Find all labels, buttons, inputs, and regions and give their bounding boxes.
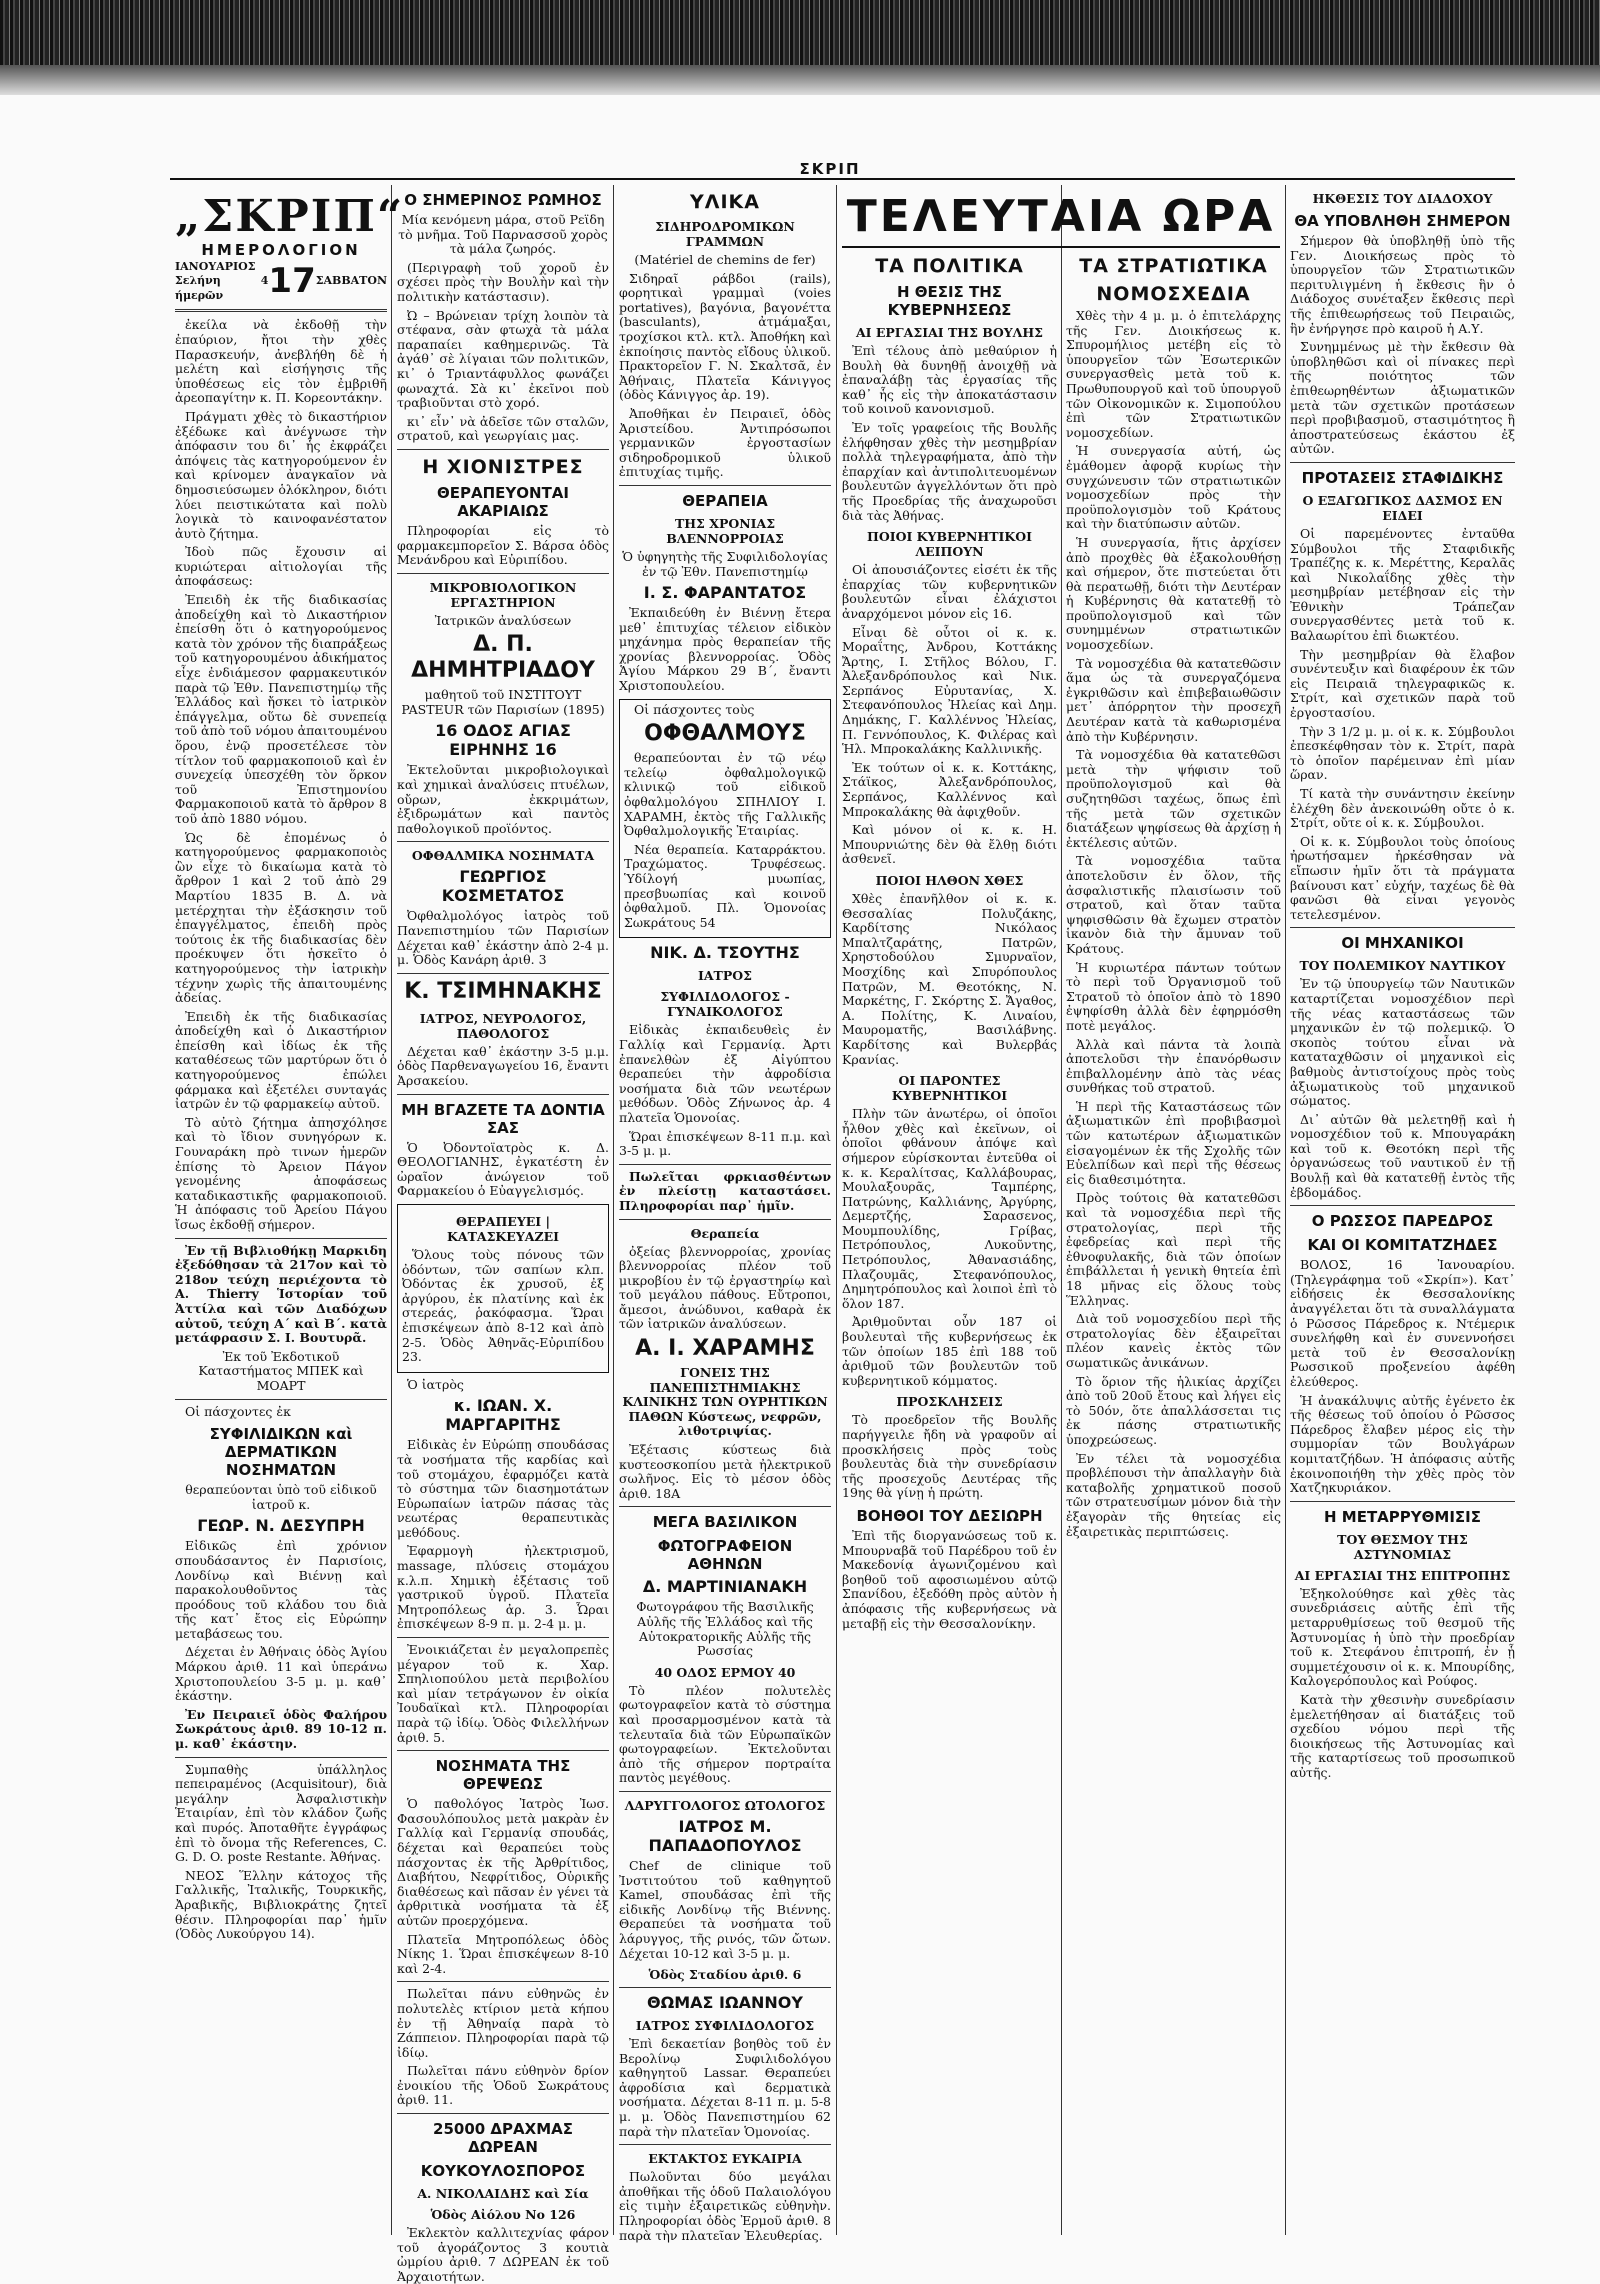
ad-name: Κ. ΤΣΙΜΗΝΑΚΗΣ [404, 978, 602, 1004]
ad-text: Πωλοῦνται δύο μεγάλαι ἀποθῆκαι τῆς ὁδοῦ Παλαιολόγου εἰς τιμὴν ἐξαιρετικῶς εὐθηνὴν. Πληροφορίαι ὁδὸς Ἐρμοῦ ἀριθ. 8 παρὰ τὴν πλατεῖαν Ἐλευθερίας. [619, 2169, 831, 2243]
article-paragraph: ΒΟΛΟΣ, 16 Ἰανουαρίου. (Τηλεγράφημα τοῦ «Σκρίπ»). Κατ᾿ εἰδήσεις ἐκ Θεσσαλονίκης ἀναγγέλεται ὅτι τὰ συναλλάγματα ὁ Ρῶσσος Πάρεδρος κ. Ντέμερικ συνελήφθη καὶ ἐν συνεννοήσει μετὰ τοῦ ἐν Θεσσαλονίκῃ Ρωσσικοῦ προξενείου ἀφέθη ἐλεύθερος. [1290, 1257, 1515, 1389]
article-paragraph: Πλὴν τῶν ἀνωτέρω, οἱ ὁποῖοι ἦλθον χθὲς καὶ ἐκεῖνων, οἱ ὁποῖοι φθάνουν ἀπόψε καὶ σήμερον εὑρίσκονται ἐντεῦθα οἱ κ. κ. Κεραλίτσας, Καλλάβουρας, Μουλαξουρᾶς, Ταμπέρης, Πατρώνης, Καλλιάνης, Ἀργύρης, Δεμερτζής, Σαρασενος, Μουμπουλίδης, Γρίβας, Πετρόπουλος, Λυκοῦντης, Πετρόπουλος, Ἀθανασιάδης, Πλαζουμᾶς, Στεφανόπουλος, Δημητρόπουλος καὶ λοιποὶ ἐπὶ τὸ ὅλον 187. [842, 1106, 1057, 1311]
classified-notice: Πωλεῖται πάνυ εὐθηνὸν δρίον ἐνοικίου τῆς Ὁδοῦ Σωκράτους ἀριθ. 11. [397, 2063, 609, 2108]
ad-name: Ι. Σ. ΦΑΡΑΝΤΑΤΟΣ [643, 583, 807, 603]
ad-text: Ἐφαρμογὴ ἠλεκτρισμοῦ, massage, πλύσεις στομάχου κ.λ.π. Χημικὴ ἐξέτασις τοῦ γαστρικοῦ ὑγροῦ. Πλατεῖα Μητροπόλεως ἀρ. 3. Ὧραι ἐπισκέψεων 8-9 π. μ. 2-4 μ. μ. [397, 1543, 609, 1632]
ad-heading: ΜΙΚΡΟΒΙΟΛΟΓΙΚΟΝ ΕΡΓΑΣΤΗΡΙΟΝ [429, 579, 577, 610]
divider [619, 1164, 831, 1165]
ad-subheading: ΙΑΤΡΟΣ, ΝΕΥΡΟΛΟΓΟΣ, ΠΑΘΟΛΟΓΟΣ [419, 1010, 587, 1041]
ad-text: Πλατεῖα Μητροπόλεως ὁδὸς Νίκης 1. Ὥραι ἐπισκέψεων 8-10 καὶ 2-4. [397, 1931, 609, 1976]
article-paragraph: Ἐν τῷ ὑπουργείῳ τῶν Ναυτικῶν καταρτίζεται νομοσχέδιον περὶ τῆς νέας καταστάσεως τῶν μηχανικῶν ἐν τῷ πολεμικῷ. Ὁ σκοπὸς τούτου εἶναι νὰ καταταχθῶσιν οἱ μηχανικοὶ εἰς βαθμοὺς ἀντιστοίχους πρὸς τοὺς ἀξιωματικοὺς τοῦ μηχανικοῦ σώματος. [1290, 976, 1515, 1109]
ad-name: κ. ΙΩΑΝ. Χ. ΜΑΡΓΑΡΙΤΗΣ [445, 1396, 561, 1435]
article-paragraph: Οἱ ἀπουσιάζοντες εἰσέτι ἐκ τῆς ἐπαρχίας τῶν κυβερνητικῶν βουλευτῶν εἶναι ἐλάχιστοι ἀναρχόμενοι μόνον εἰς 16. [842, 562, 1057, 621]
section-heading: ΤΑ ΣΤΡΑΤΙΩΤΙΚΑ [1079, 255, 1268, 277]
book-publisher: Ἐκ τοῦ Ἐκδοτικοῦ Καταστήματος ΜΠΕΚ καὶ ΜΟΑΡΤ [198, 1348, 364, 1393]
ad-subheading: (Matériel de chemins de fer) [634, 252, 816, 267]
ad-name: Δ. ΜΑΡΤΙΝΙΑΝΑΚΗ [642, 1577, 808, 1597]
ad-text: θεραπεύονται ἐν τῷ νέῳ τελείῳ ὀφθαλμολογικῷ κλινικῷ τοῦ εἰδικοῦ ὀφθαλμολόγου ΣΠΗΛΙΟΥ Ι. ΧΑΡΑΜΗ, ἐκτὸς τῆς Γαλλικῆς Ὀφθαλμολογικῆς Ἑταιρίας. [624, 750, 826, 839]
divider [397, 1094, 609, 1095]
article-paragraph: Διὰ τοῦ νομοσχεδίου περὶ τῆς στρατολογίας δὲν ἐξαιρεῖται πλέον κανεὶς ἐκτὸς τῶν σωματικῶς ἀνικάνων. [1066, 1311, 1281, 1370]
divider [619, 485, 831, 486]
ad-heading: ΦΩΤΟΓΡΑΦΕΙΟΝ ΑΘΗΝΩΝ [657, 1537, 793, 1574]
article-subheading: ΑΙ ΕΡΓΑΣΙΑΙ ΤΗΣ ΕΠΙΤΡΟΠΗΣ [1294, 1567, 1511, 1583]
article-paragraph: Ἀλλὰ καὶ πάντα τὰ λοιπὰ ἀποτελοῦσι τὴν ἐπανόρθωσιν ἐπιβαλλομένην ἀπὸ τὰς νέας συνθήκας τοῦ στρατοῦ. [1066, 1036, 1281, 1096]
article-subheading: ΤΟΥ ΘΕΣΜΟΥ ΤΗΣ ΑΣΤΥΝΟΜΙΑΣ [1337, 1531, 1468, 1562]
divider [1290, 1501, 1515, 1502]
ad-text: ΓΟΝΕΙΣ ΤΗΣ ΠΑΝΕΠΙΣΤΗΜΙΑΚΗΣ ΚΛΙΝΙΚΗΣ ΤΩΝ ΟΥΡΗΤΙΚΩΝ ΠΑΘΩΝ Κύστεως, νεφρῶν, λιθοτριψίας. [622, 1365, 828, 1439]
article-subheading: ΑΙ ΕΡΓΑΣΙΑΙ ΤΗΣ ΒΟΥΛΗΣ [855, 325, 1043, 340]
divider [619, 1791, 831, 1792]
article-subheading: Ο ΕΞΑΓΩΓΙΚΟΣ ΔΑΣΜΟΣ ΕΝ ΕΙΔΕΙ [1302, 492, 1503, 523]
ad-heading: Η ΧΙΟΝΙΣΤΡΕΣ [422, 455, 584, 478]
moon-phase: Σελήνη 4 ήμερῶν [175, 274, 269, 302]
ad-text: Ὀφθαλμολόγος ἰατρὸς τοῦ Πανεπιστημίου τῶν Παρισίων Δέχεται καθ᾿ ἑκάστην ἀπὸ 2-4 μ. μ. Ὁδὸς Κανάρη ἀριθ. 3 [397, 908, 609, 968]
ad-name: ΙΑΤΡΟΣ Μ. ΠΑΠΑΔΟΠΟΥΛΟΣ [648, 1816, 802, 1855]
ad-subheading: ΘΕΡΑΠΕΥΟΝΤΑΙ ΑΚΑΡΙΑΙΩΣ [437, 483, 569, 520]
article-paragraph: Οἱ παρεμένοντες ἐνταῦθα Σύμβουλοι τῆς Σταφιδικῆς Τραπέζης κ. κ. Μερέττης, Κεραλᾶς καὶ Νικολαΐδης χθὲς τὴν μεσημβρίαν μετέβησαν εἰς τὴν Ἐθνικὴν Τράπεζαν συνεργασθέντες μετὰ τοῦ κ. Βαλαωρίτου ἐπὶ διωκτέου. [1290, 525, 1515, 644]
divider [397, 1750, 609, 1751]
article-subheading: ΠΟΙΟΙ ΚΥΒΕΡΝΗΤΙΚΟΙ ΛΕΙΠΟΥΝ [867, 529, 1032, 560]
article-paragraph: Ἡ ἀνακάλυψις αὐτῆς ἐγένετο ἐκ τῆς θέσεως τοῦ ὁποίου ὁ Ρῶσσος Πάρεδρος ἔλαβεν μέρος εἰς τὴν συμμορίαν τῶν Βουλγάρων κομιτατζήδων. Ἡ ἀπόφασις αὐτῆς ἐκοινοποιήθη τὴν χθὲς πρὸς τὸν Χατζηκυριάκον. [1290, 1392, 1515, 1496]
article-paragraph: Κατὰ τὴν χθεσινὴν συνεδρίασιν ἐμελετήθησαν αἱ διατάξεις τοῦ σχεδίου νόμου περὶ τῆς διοικήσεως τῆς Ἀστυνομίας καὶ τῆς καταρτίσεως τοῦ προσωπικοῦ αὐτῆς. [1290, 1691, 1515, 1780]
ad-heading: ΝΟΣΗΜΑΤΑ ΤΗΣ ΘΡΕΨΕΩΣ [435, 1757, 571, 1794]
ad-text: Ἐκλεκτὸν καλλιτεχνίας φάρον τοῦ ἀγοράζοντος 3 κουτιὰ ὠμρίου ἀριθ. 7 ΔΩΡΕΑΝ ἐκ τοῦ Ἀρχαιοτήτων. [397, 2225, 609, 2284]
article-paragraph: Τὰ νομοσχέδια ταῦτα ἀποτελοῦσιν ἐν ὅλον, τῆς ἀσφαλιστικῆς πλαισίωσιν τοῦ στρατοῦ, καὶ ὅταν ταῦτα ψηφισθῶσιν θὰ ἔχωμεν στρατὸν ἱκανὸν διὰ τὴν ἄμυναν τοῦ Κράτους. [1066, 853, 1281, 956]
ad-address: Ὁδὸς Σταδίου ἀριθ. 6 [648, 1967, 802, 1983]
classified-notice: Συμπαθὴς ὑπάλληλος πεπειραμένος (Acquisitour), διὰ μεγάλην Ἀσφαλιστικὴν Ἑταιρίαν, ἐπὶ τὸν κλάδον ζωῆς καὶ πυρός. Ἀποταθῆτε ἐγγράφως ἐπὶ τὸ ὄνομα τῆς References, C. G. D. O. poste Restante. Ἀθήνας. [175, 1761, 387, 1865]
article-paragraph: Τὴν μεσημβρίαν θὰ ἔλαβον συνέντευξιν καὶ διαφέρουν ἐκ τῶν εἰς Πειραιᾶ τηλεγραφικῶς κ. Στρίτ, καὶ σχετικῶν παρὰ τοῦ ἐργοστασίου. [1290, 646, 1515, 721]
article-paragraph: Ἐξηκολούθησε καὶ χθὲς τὰς συνεδριάσεις αὐτῆς ἐπὶ τῆς μεταρρυθμίσεως τοῦ θεσμοῦ τῆς Ἀστυνομίας ἡ ὑπὸ τὴν προεδρίαν τοῦ κ. Στεφάνου ἐπιτροπή, ἐν ᾗ συμμετέχουσιν οἱ κ. κ. Μπουρίδης, Καλογερόπουλος καὶ Ρούφος. [1290, 1585, 1515, 1689]
article-subheading: ΠΡΟΣΚΛΗΣΕΙΣ [896, 1394, 1003, 1410]
classified-notice: ΝΕΟΣ Ἕλλην κάτοχος τῆς Γαλλικῆς, Ἰταλικῆς, Τουρκικῆς, Ἀραβικῆς, Βιβλιοκράτης ζητεῖ θέσιν. Πληροφορίαι παρ᾿ ἡμῖν (Ὁδὸς Λυκούργου 14). [175, 1867, 387, 1942]
ad-text: Ὁ ὑφηγητὴς τῆς Συφιλιδολογίας ἐν τῷ Ἐθν. Πανεπιστημίῳ [622, 548, 828, 579]
ad-heading: ΣΥΦΙΛΙΔΙΚΩΝ καὶ ΔΕΡΜΑΤΙΚΩΝ ΝΟΣΗΜΑΤΩΝ [209, 1425, 353, 1480]
ad-text: Εἰδικὰς ἐν Εὐρώπῃ σπουδάσας τὰ νοσήματα τῆς καρδίας καὶ τοῦ στομάχου, ἐφαρμόζει κατὰ τὸ σύστημα τῶν διασημοτάτων Εὐρωπαίων ἰατρῶν πάσας τὰς νεωτέρας θεραπευτικὰς μεθόδους. [397, 1437, 609, 1540]
ad-heading: ΜΕΓΑ ΒΑΣΙΛΙΚΟΝ [652, 1513, 798, 1532]
article-subheading: ΟΙ ΠΑΡΟΝΤΕΣ ΚΥΒΕΡΝΗΤΙΚΟΙ [891, 1073, 1008, 1104]
ad-heading: 25000 ΔΡΑΧΜΑΣ ΔΩΡΕΑΝ [433, 2120, 573, 2157]
ad-text: Ἐξέτασις κύστεως διὰ κυστεοσκοπίου μετὰ ἠλεκτρικοῦ σωλῆνος. Εἰς τὸ μέσον ὁδὸς ἀριθ. 18Α [619, 1442, 831, 1501]
column-divider [1061, 185, 1062, 2235]
divider [1290, 1205, 1515, 1206]
ad-heading: Θεραπεία [690, 1225, 760, 1241]
article-paragraph: Ἐπὶ τέλους ἀπὸ μεθαύριον ἡ Βουλὴ θὰ δυνηθῇ ἀνοιχθῇ νὰ ἐπαναλάβῃ τὰς ἐργασίας τῆς καθ᾿ ἧς εἰς τὴν ἀποκατάστασιν τοῦ κοινοῦ κανονισμοῦ. [842, 343, 1057, 417]
article-subheading: ΤΟΥ ΠΟΛΕΜΙΚΟΥ ΝΑΥΤΙΚΟΥ [1299, 958, 1506, 974]
divider [397, 973, 609, 974]
divider [619, 1987, 831, 1988]
column-3 [619, 185, 831, 2243]
classified-notice: Πωλεῖται φρκιασθέντων ἐν πλείστῃ καταστάσει. Πληροφορίαι παρ᾿ ἡμῖν. [619, 1168, 831, 1213]
ad-subheading: ΘΕΡΑΠΕΥΕΙ | ΚΑΤΑΣΚΕΥΑΖΕΙ [447, 1213, 559, 1244]
ad-name: ΝΙΚ. Δ. ΤΣΟΥΤΗΣ [650, 943, 800, 963]
ad-subheading: ΤΗΣ ΧΡΟΝΙΑΣ ΒΛΕΝΝΟΡΡΟΙΑΣ [666, 515, 784, 546]
article-paragraph: Χθὲς ἐπανῆλθον οἱ κ. κ. Θεσσαλίας Πολυζάκης, Καρδίτσης Νικόλαος Μπαλτζαράτης, Πατρῶν, Χρηστοδούλου Σμυρναϊον, Μοσχίδης καὶ Σπυρόπουλος Πατρῶν, Μ. Θεοτόκης, Ν. Μαρκέτης, Γ. Σκόρτης Σ. Ἄγαθος, Α. Πολίτης, Κ. Λιναίου, Μαυροματῆς, Βασιλάβνης. Καρδίτσης καὶ Βυλερβάς Κρανίας. [842, 891, 1057, 1067]
ad-heading: ΚΟΥΚΟΥΛΟΣΠΟΡΟΣ [420, 2162, 586, 2181]
article-paragraph: Ἐπειδὴ ἐκ τῆς διαδικασίας ἀποδείχθη καὶ τὸ Δικαστήριον ἐπείσθη ὅτι ὁ κατηγορούμενος κατὰ τὸν χρόνον τῆς διαπράξεως τοῦ κατηγορουμένου ἀδικήματος εἶχε ἐνδιάμεσον φαρμακευτικόν παρὰ τῷ Ἐθν. Πανεπιστημίῳ τῆς Ἑλλάδος καὶ ἤσκει τὸ ἰατρικὸν ἐπάγγελμα, οὕτω δὲ συνεπείᾳ τοῦ ἀπὸ τοῦ νόμου ἀπαιτουμένου ὅρου, ἐνῷ προσετέλεσε τὸν τίτλον τοῦ φαρμακοποιοῦ καὶ ἐν συνεχείᾳ ὑπεσχέθη τὸν ὅρκον τοῦ Ἐπιστημονίου Φαρμακοποιοῦ κατὰ τὸ ἄρθρον 8 τοῦ ἀπὸ 1880 νόμου. [175, 592, 387, 826]
article-paragraph: Τί κατὰ τὴν συνάντησιν ἐκείνην ἐλέχθη δὲν ἀνεκοινώθη οὔτε ὁ κ. Στρίτ, οὔτε οἱ κ. κ. Σύμβουλοι. [1290, 786, 1515, 831]
article-paragraph: Ἰδοὺ πῶς ἔχουσιν αἱ κυριώτεραι αἰτιολογίαι τῆς ἀποφάσεως: [175, 544, 387, 589]
article-paragraph: Ἡ περὶ τῆς Καταστάσεως τῶν ἀξιωματικῶν ἐπὶ προβιβασμοὶ τῶν κατωτέρων ἀξιωματικῶν εἰσαγομένων ἐκ τῆς Σχολῆς τῶν Εὐελπίδων καὶ περὶ τῆς θέσεως εἰς διαθεσιμότητα. [1066, 1098, 1281, 1187]
column-5 [1066, 185, 1281, 2235]
section-heading: ΤΑ ΠΟΛΙΤΙΚΑ [875, 255, 1024, 277]
dateline [175, 260, 387, 304]
divider [397, 573, 609, 574]
article-paragraph: Τὸ προεδρεῖον τῆς Βουλῆς παρήγγειλε ἤδη νὰ γραφοῦν αἱ προσκλήσεις πρὸς τοὺς βουλευτὰς διὰ τὴν συνεδρίασιν τῆς προσεχοῦς Δευτέρας τῆς 19ης θὰ γίνῃ ἡ πρώτη. [842, 1412, 1057, 1501]
article-paragraph: Συνημμένως μὲ τὴν ἔκθεσιν θὰ ὑποβληθῶσι καὶ οἱ πίνακες περὶ τῆς ποιότητος τῶν ἐπιθεωρηθέντων ἀξιωματικῶν μετὰ τῶν σχετικῶν προτάσεων περὶ προβιβασμοῦ, στασιμότητος ἢ ἀποστρατεύσεως ἑκάστου ἐξ αὐτῶν. [1290, 339, 1515, 457]
ad-intro: Ὁ ἰατρὸς [407, 1376, 464, 1392]
ad-subheading: ΙΑΤΡΟΣ ΣΥΦΙΛΙΔΟΛΟΓΟΣ [635, 2018, 815, 2034]
ad-text: Ἐκπαιδεύθη ἐν Βιέννῃ ἔτερα μεθ᾿ ἐπιτυχίας τέλειον εἰδικὸν μηχάνημα πρὸς θεραπείαν τῆς χρονίας βλεννορροίας. Ὁδὸς Ἁγίου Μάρκου 29 Β΄, ἔναντι Χριστοπουλείου. [619, 605, 831, 694]
classified-notice: Ἐνοικιάζεται ἐν μεγαλοπρεπὲς μέγαρον τοῦ κ. Χαρ. Σπηλιοπούλου μετὰ περιβολίου καὶ μίαν τετράγωνον ἐν οἰκία Ἰουδαϊκαὶ κτλ. Πληροφορίαι παρὰ τῷ ἰδίῳ. Ὁδὸς Φιλελλήνων ἀριθ. 5. [397, 1642, 609, 1745]
article-paragraph: Πρὸς τούτοις θὰ κατατεθῶσι καὶ τὰ νομοσχέδια περὶ τῆς στρατολογίας, περὶ τῆς ἐφεδρείας καὶ περὶ τῆς ἐθνοφυλακῆς, διὰ τῶν ὁποίων ἐπιβάλλεται ἡ γενικὴ θητεία ἐπὶ 18 μῆνας εἰς ὅλους τοὺς Ἕλληνας. [1066, 1190, 1281, 1308]
divider [1290, 927, 1515, 928]
divider [619, 1506, 831, 1507]
ad-intro: Οἱ πάσχοντες τοὺς [634, 701, 755, 717]
verse-note: (Περιγραφὴ τοῦ χοροῦ ἐν σχέσει πρὸς τὴν Βουλὴν καὶ τὴν πολιτικὴν κατάστασιν). [397, 259, 609, 304]
article-heading: Η ΜΕΤΑΡΡΥΘΜΙΣΙΣ [1324, 1507, 1481, 1526]
ad-text: Chef de clinique τοῦ Ἰνστιτούτου τοῦ καθηγητοῦ Kamel, σπουδάσας ἐπὶ τῆς εἰδικῆς Λονδίνῳ τῆς Βιέννης. Θεραπεύει τὰ νοσήματα τοῦ λάρυγγος, τῆς ρινός, τῶν ὤτων. Δέχεται 10-12 καὶ 3-5 μ. μ. [619, 1857, 831, 1961]
article-paragraph: Τὰ νομοσχέδια θὰ κατατεθῶσιν ἅμα ὡς τὰ συνεργαζόμενα ἐγκριθῶσιν καὶ ἐπιβεβαιωθῶσιν μετ᾿ ἀπόρρητον τὴν προσεχῆ Δευτέραν κατὰ τὰ καθωρισμένα ἀπὸ τὴν Κυβέρνησιν. [1066, 655, 1281, 744]
article-paragraph: Τὸ αὐτὸ ζήτημα ἀπησχόλησε καὶ τὸ ἴδιον συνηγόρων κ. Γουναράκη πρὸ τινων ἡμερῶν ἐπίσης τὸ Ἀρειον Πάγον γενομένης ἀποφάσεως καταδικαστικῆς φαρμακοποιοῦ. Ἡ ἀπόφασις τοῦ Ἀρείου Πάγου ἴσως ἐκδοθῇ σήμερον. [175, 1114, 387, 1232]
classified-notice: Πωλεῖται πάνυ εὐθηνῶς ἐν πολυτελὲς κτίριον μετὰ κήπου ἐν τῇ Ἀθηναίᾳ παρὰ τὸ Ζάππειον. Πληροφορίαι παρὰ τῷ ἰδίῳ. [397, 1986, 609, 2060]
ad-text: Ἀποθῆκαι ἐν Πειραιεῖ, ὁδὸς Ἀριστείδου. Ἀντιπρόσωποι γερμανικῶν ἐργοστασίων σιδηροδρομικοῦ ὑλικοῦ ἐπιτυχίας τιμῆς. [619, 405, 831, 480]
divider [397, 2113, 609, 2114]
verse: Ὠ – Βρώνειαν τρίχη λοιπὸν τὰ στέφανα, σὰν φτωχὰ τὰ μάλα παραπαίει καθημερινῶς. Τὰ ἀγάθ᾿ σὲ λίγαιαι τῶν πολιτικῶν, κι᾿ ὁ Τριαντάφυλλος φωνάζει φωναχτά. Σὰ κι᾿ ἐκεῖνοι ποὺ τραβιοῦνται στὸ χορό. [397, 307, 609, 411]
column-6 [1290, 185, 1515, 2235]
article-heading: ΗΚΘΕΣΙΣ ΤΟΥ ΔΙΑΔΟΧΟΥ [1312, 191, 1493, 206]
article-paragraph: Σήμερον θὰ ὑποβληθῇ ὑπὸ τῆς Γεν. Διοικήσεως πρὸς τὸ ὑπουργεῖον τῶν Στρατιωτικῶν περιτυλιγμένη ἡ ἔκθεσις ἣν ὁ Διάδοχος συνέταξεν ἔκθεσις περὶ τῆς ἐπιθεωρήσεως τοῦ Πειραιῶς, ἣν ἐνήργησε πρὸ καιροῦ ἡ Α.Υ. [1290, 233, 1515, 336]
article-paragraph: Τὸ ὅριον τῆς ἡλικίας ἀρχίζει ἀπὸ τοῦ 20οῦ ἔτους καὶ λήγει εἰς τὸ 50όν, ὅτε ἀπαλλάσσεται τις ἐκ πάσης στρατιωτικῆς ὑποχρεώσεως. [1066, 1373, 1281, 1447]
ad-address: 16 ΟΔΟΣ ΑΓΙΑΣ ΕΙΡΗΝΗΣ 16 [435, 721, 571, 760]
ad-heading: ΥΛΙΚΑ [690, 191, 760, 213]
ad-box [397, 1204, 609, 1373]
article-paragraph: Χθὲς τὴν 4 μ. μ. ὁ ἐπιτελάρχης τῆς Γεν. Διοικήσεως κ. Σπυρομήλιος μετέβη εἰς τὸ ὑπουργεῖον τῶν Ἐσωτερικῶν συνεργασθεὶς μετὰ τοῦ κ. Πρωθυπουργοῦ καὶ τοῦ ὑπουργοῦ τῶν Οἰκονομικῶν κ. Σιμοπούλου ἐπὶ τῶν Στρατιωτικῶν νομοσχεδίων. [1066, 308, 1281, 440]
article-paragraph: Ἀριθμοῦνται οὖν 187 οἱ βουλευταὶ τῆς κυβερνήσεως ἐκ τῶν ὁποίων 185 ἐπὶ 188 τοῦ ἀριθμοῦ τῶν βουλευτῶν τοῦ κυβερνητικοῦ κόμματος. [842, 1314, 1057, 1388]
article-paragraph: Ἡ συνεργασία αὐτή, ὡς ἐμάθομεν ἀφορᾷ κυρίως τὴν συγχώνευσιν τῶν στρατιωτικῶν νομοσχεδίων πρὸς τὴν προϋπολογισμὸν τοῦ Κράτους καὶ τὴν διατύπωσιν αὐτῶν. [1066, 443, 1281, 532]
day-number: 17 [268, 261, 316, 302]
article-paragraph: Ἡ συνεργασία, ἥτις ἀρχίσεν ἀπὸ προχθὲς θὰ ἐξακολουθήσῃ καὶ σήμερον, ὅτε πιστεύεται ὅτι θὰ περατωθῇ, διότι τὴν Δευτέραν ἡ Κυβέρνησις θὰ κατατεθῇ τὸ προϋπολογισμοῦ καὶ τῶν συνημμένων στρατιωτικῶν νομοσχεδίων. [1066, 534, 1281, 653]
article-paragraph: Τὰ νομοσχέδια θὰ κατατεθῶσι μετὰ τὴν ψήφισιν τοῦ προϋπολογισμοῦ καὶ θὰ συζητηθῶσι ταχέως, ὅπως ἐπὶ τῆς μετὰ τῶν σχετικῶν διατάξεων ψηφίσεως θὰ ἀρχίσῃ ἡ ἐκτέλεσις αὐτῶν. [1066, 747, 1281, 850]
ad-heading: ΟΦΘΑΛΜΟΥΣ [644, 721, 806, 747]
article-subheading: ΠΟΙΟΙ ΗΛΘΟΝ ΧΘΕΣ [875, 873, 1024, 888]
divider [175, 1238, 387, 1239]
ad-text: Πληροφορίαι εἰς τὸ φαρμακεμπορεῖον Σ. Βάρσα ὁδὸς Μενάνδρου καὶ Εὐριπίδου. [397, 522, 609, 568]
article-paragraph: Δι᾿ αὐτῶν θὰ μελετηθῇ καὶ ἡ νομοσχέδιον τοῦ κ. Μπουγαράκη καὶ τοῦ κ. Θεοτόκη περὶ τῆς ὀργανώσεως τοῦ ναυτικοῦ ἐν τῇ Βουλῇ καὶ θὰ κατατεθῇ ἐντὸς τῆς ἐβδομάδος. [1290, 1111, 1515, 1200]
article-heading: ΠΡΟΤΑΣΕΙΣ ΣΤΑΦΙΔΙΚΗΣ [1301, 468, 1504, 487]
running-head: ΣΚΡΙΠ [799, 160, 861, 178]
ad-text: Τὸ πλέον πολυτελὲς φωτογραφεῖον κατὰ τὸ σύστημα καὶ προσαρμοσμένον κατὰ τὰ τελευταῖα διὰ τῶν Εὐρωπαϊκῶν φωτογραφείων. Ἐκτελοῦνται ἀπὸ τῆς σήμερον πορτραίτα παντὸς μεγέθους. [619, 1682, 831, 1786]
ad-subheading: Ἰατρικῶν ἀναλύσεων [434, 612, 572, 628]
article-heading: ΚΑΙ ΟΙ ΚΟΜΙΤΑΤΖΗΔΕΣ [1307, 1236, 1498, 1255]
ad-name: ΘΩΜΑΣ ΙΩΑΝΝΟΥ [647, 1993, 803, 2013]
ad-text: ὀξείας βλεννορροίας, χρονίας βλεννορροίας πλέον τοῦ μικροβίου ἐν τῷ ἐργαστηρίῳ καὶ τοῦ μεγάλου πάθους. Εὔτροποι, ἄμεσοι, ἀνώδυνοι, καθαρὰ ἐκ τῶν ἰατρικῶν ἀναλύσεων. [619, 1243, 831, 1332]
ad-address: Ὁδὸς Αἰόλου Νο 126 [430, 2207, 576, 2223]
ad-name: Δ. Π. ΔΗΜΗΤΡΙΑΔΟΥ [411, 632, 595, 684]
ad-box [619, 699, 831, 939]
column-divider [613, 185, 614, 2235]
masthead-title: „ΣΚΡΙΠ“ [175, 191, 405, 242]
divider [397, 1981, 609, 1982]
article-paragraph: Πράγματι χθὲς τὸ δικαστήριον ἐξέδωκε καὶ ἀνέγνωσε τὴν ἀπόφασιν του δι᾿ ἧς ἐκφράζει ἀπόψεις τὰς κατηγορούμενον ἐν καὶ κρίνομεν ἀναγκαῖον νὰ δημοσιεύσωμεν ὁλόκληρον, διότι λύει πειστικώτατα καὶ πολὺ λογικὰ τὸ καινοφανέστατον ἀυτὸ ζήτημα. [175, 408, 387, 541]
ad-heading: ΟΦΘΑΛΜΙΚΑ ΝΟΣΗΜΑΤΑ [411, 848, 595, 864]
divider [397, 841, 609, 842]
ad-text: Ὥραι ἐπισκέψεων 8-11 π.μ. καὶ 3-5 μ. μ. [619, 1128, 831, 1159]
ad-text: Σιδηραῖ ράβδοι (rails), φορητικαὶ γραμμαὶ (voies portatives), βαγόνια, βαγονέττα (basculants), ἀτμάμαξαι, τροχίσκοι κτλ. κτλ. Ἀποθήκη καὶ ἐκποίησις παντὸς εἴδους ὑλικοῦ. Πρακτορεῖον Γ. Ν. Σκαλτσᾶ, ἐν Ἀθήναις, Πλατεῖα Κάνιγγος (ὁδὸς Κάνιγγος ἀρ. 19). [619, 270, 831, 403]
divider [397, 449, 609, 450]
divider [619, 1219, 831, 1220]
ad-text: Ἐπὶ δεκαετίαν βοηθὸς τοῦ ἐν Βερολίνῳ Συφιλιδολόγου καθηγητοῦ Lassar. Θεραπεύει ἀφροδίσια καὶ δερματικὰ νοσήματα. Δέχεται 8-11 π. μ. 5-8 μ. μ. Ὁδὸς Πανεπιστημίου 62 παρὰ τὴν πλατεῖαν Ὁμονοίας. [619, 2036, 831, 2139]
ad-text: Δέχεται ἐν Ἀθήναις ὁδὸς Ἁγίου Μάρκου ἀριθ. 11 καὶ ὑπεράνω Χριστοπουλείου 3-5 μ. μ. καθ᾿ ἑκάστην. [175, 1644, 387, 1704]
header-rule [170, 178, 1515, 180]
ad-text: μαθητοῦ τοῦ ΙΝΣΤΙΤΟΥΤ PASTEUR τῶν Παρισίων (1895) [401, 687, 605, 717]
article-heading: ΟΙ ΜΗΧΑΝΙΚΟΙ [1341, 934, 1464, 953]
ad-subheading: ΣΙΔΗΡΟΔΡΟΜΙΚΩΝ ΓΡΑΜΜΩΝ [655, 219, 795, 249]
article-paragraph: Τὴν 3 1/2 μ. μ. οἱ κ. κ. Σύμβουλοι ἐπεσκέφθησαν τὸν κ. Στρίτ, παρὰ τὸ ὁποῖον παρέμειναν ἐπὶ μίαν ὥραν. [1290, 723, 1515, 783]
divider [175, 1399, 387, 1400]
article-paragraph: Ἐκ τούτων οἱ κ. κ. Κοττάκης, Στάϊκος, Ἀλεξανδρόπουλος, Σερπάνος, Καλλέννος καὶ Μπροκαλάκης θὰ ἀφιχθοῦν. [842, 759, 1057, 819]
article-heading: ΒΟΗΘΟΙ ΤΟΥ ΔΕΣΙΩΡΗ [856, 1506, 1043, 1525]
column-4 [842, 185, 1057, 2235]
book-notice: Ἐν τῇ Βιβλιοθήκῃ Μαρκιδη ἐξεδόθησαν τὰ 217ον καὶ τὸ 218ον τεύχη περιέχοντα τὸ A. Thierry Ἱστορίαν τοῦ Ἀττίλα καὶ τῶν Διαδόχων αὐτοῦ, τεύχη Α΄ καὶ Β΄. κατὰ μετάφρασιν Σ. Ι. Βουτυρᾶ. [175, 1242, 387, 1346]
article-paragraph: Ἡ κυριωτέρα πάντων τούτων τὸ περὶ τοῦ Ὀργανισμοῦ τοῦ Στρατοῦ τὸ ὁποῖον ἀπὸ τὸ 1890 ἐψηφίσθη ἀλλὰ δὲν ἐφηρμόσθη ποτὲ μεγάλος. [1066, 959, 1281, 1033]
weekday: ΣΑΒΒΑΤΟΝ [315, 274, 387, 288]
article-paragraph: Ἐπειδὴ ἐκ τῆς διαδικασίας ἀποδείχθη καὶ ὁ Δικαστήριον ἐπείσθη καὶ ἰδίως ἐκ τῆς καταθέσεως τῶν μαρτύρων ὅτι ὁ κατηγορούμενος ἐπώλει φάρμακα καὶ ἐξετέλει συνταγάς ἰατρῶν ἐν τῷ φαρμακείῳ αὐτοῦ. [175, 1008, 387, 1112]
masthead-subtitle: ΗΜΕΡΟΛΟΓΙΟΝ [201, 241, 361, 259]
ad-text: Ἐκτελοῦνται μικροβιολογικαὶ καὶ χημικαὶ ἀναλύσεις πτυέλων, οὔρων, ἐκκριμάτων, ἐξιδρωμάτων καὶ παντὸς παθολογικοῦ προϊόντος. [397, 762, 609, 836]
article-paragraph: Καὶ μόνον οἱ κ. κ. Η. Μπουρνιώτης δὲν θὰ ἔλθῃ διότι ἀσθενεῖ. [842, 822, 1057, 867]
ad-heading: ΛΑΡΥΓΓΟΛΟΓΟΣ ΩΤΟΛΟΓΟΣ [624, 1797, 826, 1813]
verse: κι᾿ εἶν᾿ νὰ ἀδεῖσε τῶν σταλῶν, στρατοῦ, καὶ γεωργίαις μας. [397, 413, 609, 444]
month: ΙΑΝΟΥΑΡΙΟΣ [175, 259, 256, 273]
column-divider [391, 185, 392, 2235]
ad-name: ΓΕΩΡΓΙΟΣ ΚΟΣΜΕΤΑΤΟΣ [441, 867, 565, 906]
divider [619, 2144, 831, 2145]
ad-doctor-name: ΓΕΩΡ. Ν. ΔΕΣΥΠΡΗ [197, 1516, 365, 1536]
banner-headline: ΤΕΛΕΥΤΑΙΑ ΩΡΑ [842, 188, 1280, 248]
ad-text: Ἐν Πειραιεῖ ὁδὸς Φαλήρου Σωκράτους ἀριθ. 89 10-12 π. μ. καθ᾿ ἑκάστην. [175, 1706, 387, 1752]
column-divider [836, 185, 837, 2235]
ad-name: Α. Ι. ΧΑΡΑΜΗΣ [635, 1336, 815, 1362]
ad-intro: Οἱ πάσχοντες ἐκ [185, 1403, 291, 1419]
divider [1290, 462, 1515, 463]
article-paragraph: Ἐπὶ τῆς διοργανώσεως τοῦ κ. Μπουρναβᾶ τοῦ Παρέδρου τοῦ ἐν Μακεδονίᾳ ἀγωνιζομένου καὶ βοηθοῦ τοῦ αφοσιωμένου αὐτῷ Σπανίδου, ἐξεδόθη πρὸς αὐτὸν ἡ ἀπόφασις τῆς κυβερνήσεως νὰ μεταβῇ εἰς τὴν Θεσσαλονίκην. [842, 1527, 1057, 1631]
ad-heading: ΘΕΡΑΠΕΙΑ [682, 491, 768, 510]
column-2 [397, 185, 609, 2284]
article-paragraph: Εἶναι δὲ οὗτοι οἱ κ. κ. Μοραΐτης, Ἀνδρου, Κοττάκης Ἄρτης, Ι. Στῆλος Βόλου, Γ. Ἀλεξανδρόπουλος καὶ Νικ. Σερπάνος Εὐρυτανίας, Χ. Στεφανόπουλος Ἠλείας καὶ Δημ. Δημάκης, Γ. Καλλέννος Ἠλείας, Π. Γεννόπουλος, Κ. Φιλέρας καὶ Ἡλ. Μπροκαλάκης Καλλινικῆς. [842, 624, 1057, 757]
article-paragraph: Ὡς δὲ ἐπομένως ὁ κατηγορούμενος φαρμακοποιὸς ὢν εἶχε τὸ δικαίωμα κατὰ τὸ ἄρθρον 1 καὶ 2 τοῦ ἀπὸ 29 Μαρτίου 1835 Β. Δ. νὰ μετέρχηται τὴν ἐξάσκησιν τοῦ ἐπαγγέλματος, ἐπειδὴ πρὸς τούτοις ἐκ τῆς διαδικασίας δὲν προέκυψεν ὅτι ἠσκεῖτο ὁ κατηγορούμενος τὴν ἰατρικὴν τέχνην χωρὶς τῆς ἀπαιτουμένης ἀδείας. [175, 829, 387, 1006]
section-heading: Ο ΣΗΜΕΡΙΝΟΣ ΡΩΜΗΟΣ [404, 191, 602, 209]
article-subheading: ΘΑ ΥΠΟΒΛΗΘΗ ΣΗΜΕΡΟΝ [1294, 212, 1511, 230]
ad-subheading: θεραπεύονται ὑπὸ τοῦ εἰδικοῦ ἰατροῦ κ. [185, 1482, 377, 1512]
ad-heading: ΜΗ ΒΓΑΖΕΤΕ ΤΑ ΔΟΝΤΙΑ ΣΑΣ [401, 1100, 605, 1137]
ad-subheading: ΣΥΦΙΛΙΔΟΛΟΓΟΣ - ΓΥΝΑΙΚΟΛΟΓΟΣ [660, 989, 790, 1020]
article-heading: Η ΘΕΣΙΣ ΤΗΣ ΚΥΒΕΡΝΗΣΕΩΣ [887, 283, 1012, 319]
scan-top-edge [0, 0, 1600, 95]
divider [175, 309, 387, 312]
divider [175, 1757, 387, 1758]
ad-text: Εἰδικῶς ἐπὶ χρόνιον σπουδάσαντος ἐν Παρισίοις, Λονδίνῳ καὶ Βιέννῃ καὶ παρακολουθοῦντος τὰς προόδους τοῦ κλάδου του διὰ τῆς κατ᾿ ἔτος εἰς Εὐρώπην μεταβάσεως του. [175, 1538, 387, 1641]
column-divider [1285, 185, 1286, 2235]
ad-subheading: ΙΑΤΡΟΣ [698, 968, 752, 984]
article-paragraph: ἐκείλα νὰ ἐκδοθῇ τὴν ἐπαύριον, ἤτοι τὴν χθὲς Παρασκευήν, ἀνεβλήθη δὲ ἡ μελέτη καὶ εἰσήγησις τῆς ὑποθέσεως εἰς τὸν ἐμβριθῆ ἀρεοπαγίτην κ. Π. Κορεοντάκην. [175, 317, 387, 406]
article-paragraph: Οἱ κ. κ. Σύμβουλοι τοὺς ὁποίους ἠρωτήσαμεν ἠρκέσθησαν νὰ εἴπωσιν ἡμῖν ὅτι τὰ πράγματα βαίνουσι κατ᾿ εὐχήν, ταχέως δὲ θὰ φανῶσι θὰ εἶναι γεγονὸς τετελεσμένον. [1290, 833, 1515, 922]
ad-text: Νέα θεραπεία. Καταρράκτου. Τραχώματος. Τρυφέσεως. Ὑδίλογή μυωπίας, πρεσβυωπίας καὶ κοινοῦ ὀφθαλμοῦ. Πλ. Ὁμονοίας Σωκράτους 54 [624, 841, 826, 930]
ad-text: Δέχεται καθ᾿ ἑκάστην 3-5 μ.μ. ὁδὸς Παρθεναγωγείου 16, ἔναντι Ἀρσακείου. [397, 1043, 609, 1088]
ad-address: 40 ΟΔΟΣ ΕΡΜΟΥ 40 [654, 1664, 796, 1680]
article-heading: ΝΟΜΟΣΧΕΔΙΑ [1096, 283, 1251, 305]
ad-text: Φωτογράφου τῆς Βασιλικῆς Αὐλῆς τῆς Ἑλλάδος καὶ τῆς Αὐτοκρατορικῆς Αὐλῆς τῆς Ρωσσίας [636, 1599, 814, 1659]
ad-text: Εἰδικὰς ἐκπαιδευθεὶς ἐν Γαλλίᾳ καὶ Γερμανίᾳ. Ἀρτι ἐπανελθὼν ἐξ Αἰγύπτου θεραπεύει τὴν ἀφροδίσια νοσήματα διὰ τῶν νεωτέρων μεθόδων. Ὁδὸς Ζήνωνος ἀρ. 4 πλατεῖα Ὁμονοίας. [619, 1022, 831, 1125]
article-heading: Ο ΡΩΣΣΟΣ ΠΑΡΕΔΡΟΣ [1311, 1212, 1494, 1231]
ad-text: Ὅλους τοὺς πόνους τῶν ὀδόντων, τῶν σαπίων κλπ. Ὀδόντας ἐκ χρυσοῦ, ἐξ ἀργύρου, ἐκ πλατίνης καὶ ἐκ στερεάς, ῥακόφασμα. Ὥραι ἐπισκέψεων ἀπὸ 8-12 καὶ ἀπὸ 2-5. Ὁδὸς Ἀθηνᾶς-Εὐριπίδου 23. [402, 1246, 604, 1365]
ad-text: Ὁ παθολόγος Ἰατρὸς Ἰωσ. Φασουλόπουλος μετὰ μακρὰν ἐν Γαλλίᾳ καὶ Γερμανίᾳ σπουδάς, δέχεται καὶ θεραπεύει τοὺς πάσχοντας ἐκ τῆς Ἀρθρίτιδος, Διαβήτου, Νεφρίτιδος, Οὐρικῆς διαθέσεως καὶ πᾶσαν ἐν γένει τὰ ἀρθριτικὰ νοσήματα τὰ ἐξ αὐτῶν προερχόμενα. [397, 1796, 609, 1928]
verse: Μία κενόμενη μάρα, στοῦ Ρεϊδη τὸ μνῆμα. Τοῦ Παρνασσοῦ χορὸς τὰ μάλα ζωηρός. [398, 212, 608, 257]
ad-heading: ΕΚΤΑΚΤΟΣ ΕΥΚΑΙΡΙΑ [648, 2151, 802, 2167]
article-paragraph: Ἐν τέλει τὰ νομοσχέδια προβλέπουσι τὴν ἀπαλλαγὴν διὰ καταβολῆς χρηματικοῦ ποσοῦ τῶν στρατευσίμων μόνον διὰ τὴν ἐξαγορὰν τῆς θητείας εἰς ἐξαιρετικὰς περιπτώσεις. [1066, 1450, 1281, 1539]
column-1 [175, 185, 405, 2235]
ad-name: Α. ΝΙΚΟΛΑΙΔΗΣ καὶ Σία [417, 2186, 589, 2202]
ad-text: Ὁ Ὀδοντοϊατρὸς κ. Δ. ΘΕΟΛΟΓΙΑΝΗΣ, ἐγκατέστη ἐν ὠραῖον ἀνώγειον τοῦ Φαρμακείου ὁ Εὐαγγελισμός. [397, 1139, 609, 1199]
divider [397, 1637, 609, 1638]
article-paragraph: Ἐν τοῖς γραφείοις τῆς Βουλῆς ἐλήφθησαν χθὲς τὴν μεσημβρίαν πολλὰ τηλεγραφήματα, ἀπὸ τὴν ἐπαρχίαν καὶ ἀντιπολιτευομένων βουλευτῶν ἀγγελλόντων ὅτι πρὸ τῆς Προεδρίας τῆς ἀναχωροῦσι διὰ τὰς Ἀθήνας. [842, 419, 1057, 523]
